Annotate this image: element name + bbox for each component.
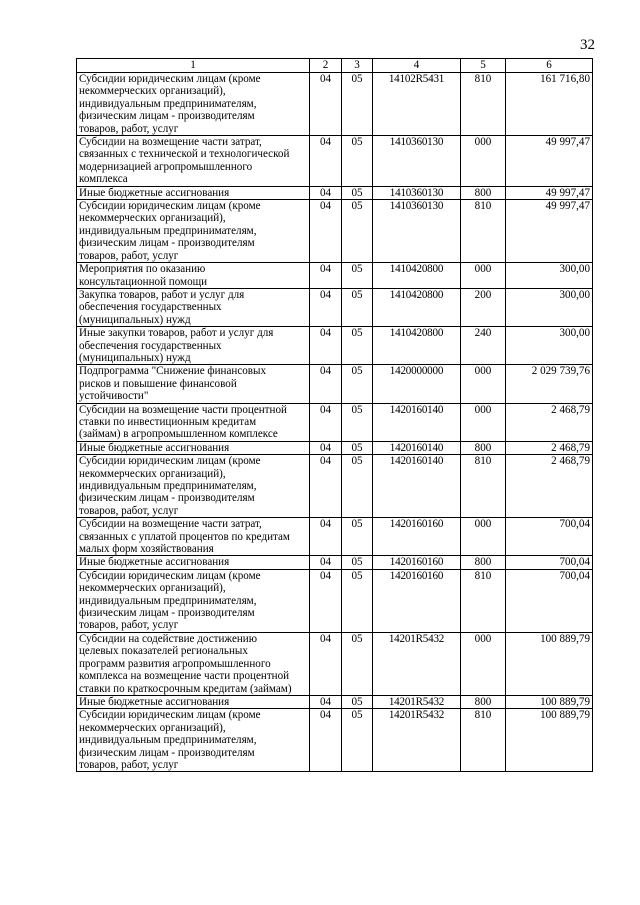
cell-name: Субсидии на содействие достижению целевых показателей региональных программ развития агропромышленного комплекса на возмещение части процентной ставки по краткосрочным кредитам (займам)	[77, 632, 310, 695]
cell-name: Иные бюджетные ассигнования	[77, 556, 310, 569]
table-row	[77, 569, 593, 632]
cell-name: Иные бюджетные ассигнования	[77, 186, 310, 199]
cell-target-code: 1410420800	[373, 327, 461, 365]
cell-name: Субсидии юридическим лицам (кроме некоммерческих организаций), индивидуальным предпринимателям, физическим лицам - производителям товаров, работ, услуг	[77, 73, 310, 136]
cell-expense-type: 800	[461, 695, 506, 708]
header-cell-subsection: 3	[342, 59, 373, 73]
cell-subsection: 05	[342, 288, 373, 326]
cell-section: 04	[310, 136, 342, 187]
cell-expense-type: 810	[461, 73, 506, 136]
cell-subsection: 05	[342, 263, 373, 289]
cell-expense-type: 800	[461, 441, 506, 454]
cell-subsection: 05	[342, 441, 373, 454]
cell-name: Мероприятия по оказанию консультационной помощи	[77, 263, 310, 289]
cell-name: Субсидии на возмещение части затрат, связанных с уплатой процентов по кредитам малых форм хозяйствования	[77, 518, 310, 556]
cell-section: 04	[310, 518, 342, 556]
table-row	[77, 327, 593, 365]
cell-target-code: 1410360130	[373, 186, 461, 199]
cell-subsection: 05	[342, 632, 373, 695]
cell-expense-type: 000	[461, 403, 506, 441]
table-row	[77, 288, 593, 326]
cell-section: 04	[310, 263, 342, 289]
cell-target-code: 1420160140	[373, 455, 461, 518]
cell-subsection: 05	[342, 327, 373, 365]
cell-amount: 100 889,79	[506, 632, 593, 695]
cell-amount: 700,04	[506, 569, 593, 632]
cell-section: 04	[310, 200, 342, 263]
table-row	[77, 136, 593, 187]
cell-target-code: 1410420800	[373, 288, 461, 326]
header-cell-name: 1	[77, 59, 310, 73]
cell-subsection: 05	[342, 365, 373, 403]
cell-target-code: 14201R5432	[373, 632, 461, 695]
page-number: 32	[580, 37, 595, 53]
cell-section: 04	[310, 556, 342, 569]
header-cell-section: 2	[310, 59, 342, 73]
table-row	[77, 695, 593, 708]
cell-subsection: 05	[342, 136, 373, 187]
cell-target-code: 14201R5432	[373, 695, 461, 708]
cell-amount: 300,00	[506, 327, 593, 365]
cell-amount: 100 889,79	[506, 695, 593, 708]
cell-name: Субсидии юридическим лицам (кроме некоммерческих организаций), индивидуальным предпринимателям, физическим лицам - производителям товаров, работ, услуг	[77, 455, 310, 518]
header-cell-expense-type: 5	[461, 59, 506, 73]
cell-target-code: 1420160140	[373, 403, 461, 441]
cell-subsection: 05	[342, 73, 373, 136]
cell-amount: 2 468,79	[506, 455, 593, 518]
cell-name: Субсидии на возмещение части процентной ставки по инвестиционным кредитам (займам) в агропромышленном комплексе	[77, 403, 310, 441]
cell-section: 04	[310, 632, 342, 695]
table-row	[77, 518, 593, 556]
cell-target-code: 14102R5431	[373, 73, 461, 136]
cell-subsection: 05	[342, 455, 373, 518]
cell-amount: 49 997,47	[506, 136, 593, 187]
cell-expense-type: 800	[461, 186, 506, 199]
cell-section: 04	[310, 288, 342, 326]
cell-name: Субсидии юридическим лицам (кроме некоммерческих организаций), индивидуальным предпринимателям, физическим лицам - производителям товаров, работ, услуг	[77, 200, 310, 263]
cell-amount: 300,00	[506, 263, 593, 289]
cell-section: 04	[310, 569, 342, 632]
cell-target-code: 1420160160	[373, 556, 461, 569]
cell-section: 04	[310, 186, 342, 199]
table-row	[77, 200, 593, 263]
table-row	[77, 632, 593, 695]
cell-amount: 100 889,79	[506, 709, 593, 772]
cell-section: 04	[310, 73, 342, 136]
cell-amount: 2 468,79	[506, 403, 593, 441]
cell-name: Субсидии юридическим лицам (кроме некоммерческих организаций), индивидуальным предпринимателям, физическим лицам - производителям товаров, работ, услуг	[77, 569, 310, 632]
cell-subsection: 05	[342, 200, 373, 263]
cell-name: Субсидии юридическим лицам (кроме некоммерческих организаций), индивидуальным предпринимателям, физическим лицам - производителям товаров, работ, услуг	[77, 709, 310, 772]
table-row	[77, 403, 593, 441]
cell-name: Иные бюджетные ассигнования	[77, 695, 310, 708]
table-row	[77, 441, 593, 454]
cell-expense-type: 000	[461, 263, 506, 289]
cell-name: Иные закупки товаров, работ и услуг для обеспечения государственных (муниципальных) нужд	[77, 327, 310, 365]
cell-expense-type: 810	[461, 709, 506, 772]
cell-target-code: 1410360130	[373, 136, 461, 187]
cell-name: Подпрограмма "Снижение финансовых рисков и повышение финансовой устойчивости"	[77, 365, 310, 403]
cell-amount: 49 997,47	[506, 200, 593, 263]
table-row	[77, 73, 593, 136]
cell-expense-type: 000	[461, 632, 506, 695]
table-row	[77, 365, 593, 403]
cell-section: 04	[310, 327, 342, 365]
cell-amount: 49 997,47	[506, 186, 593, 199]
cell-section: 04	[310, 403, 342, 441]
cell-expense-type: 200	[461, 288, 506, 326]
cell-target-code: 1420160140	[373, 441, 461, 454]
cell-expense-type: 000	[461, 136, 506, 187]
header-cell-amount: 6	[506, 59, 593, 73]
cell-target-code: 1420160160	[373, 518, 461, 556]
cell-subsection: 05	[342, 695, 373, 708]
cell-expense-type: 810	[461, 569, 506, 632]
table-row	[77, 556, 593, 569]
cell-target-code: 1410360130	[373, 200, 461, 263]
cell-subsection: 05	[342, 403, 373, 441]
cell-target-code: 1410420800	[373, 263, 461, 289]
cell-expense-type: 240	[461, 327, 506, 365]
cell-subsection: 05	[342, 556, 373, 569]
cell-subsection: 05	[342, 569, 373, 632]
cell-name: Иные бюджетные ассигнования	[77, 441, 310, 454]
cell-name: Субсидии на возмещение части затрат, связанных с технической и технологической модернизацией агропромышленного комплекса	[77, 136, 310, 187]
cell-expense-type: 000	[461, 365, 506, 403]
cell-amount: 700,04	[506, 556, 593, 569]
cell-amount: 700,04	[506, 518, 593, 556]
cell-expense-type: 810	[461, 200, 506, 263]
cell-expense-type: 810	[461, 455, 506, 518]
cell-amount: 161 716,80	[506, 73, 593, 136]
table-row	[77, 455, 593, 518]
cell-name: Закупка товаров, работ и услуг для обеспечения государственных (муниципальных) нужд	[77, 288, 310, 326]
table-row	[77, 709, 593, 772]
cell-target-code: 1420000000	[373, 365, 461, 403]
cell-amount: 2 468,79	[506, 441, 593, 454]
cell-expense-type: 800	[461, 556, 506, 569]
cell-section: 04	[310, 709, 342, 772]
header-row	[77, 59, 593, 73]
cell-amount: 300,00	[506, 288, 593, 326]
budget-table	[76, 58, 593, 772]
cell-section: 04	[310, 365, 342, 403]
cell-subsection: 05	[342, 518, 373, 556]
cell-subsection: 05	[342, 709, 373, 772]
table-row	[77, 263, 593, 289]
header-cell-target-code: 4	[373, 59, 461, 73]
cell-target-code: 14201R5432	[373, 709, 461, 772]
cell-target-code: 1420160160	[373, 569, 461, 632]
cell-section: 04	[310, 455, 342, 518]
table-body	[77, 73, 593, 772]
cell-subsection: 05	[342, 186, 373, 199]
cell-section: 04	[310, 695, 342, 708]
cell-amount: 2 029 739,76	[506, 365, 593, 403]
cell-expense-type: 000	[461, 518, 506, 556]
cell-section: 04	[310, 441, 342, 454]
table-row	[77, 186, 593, 199]
